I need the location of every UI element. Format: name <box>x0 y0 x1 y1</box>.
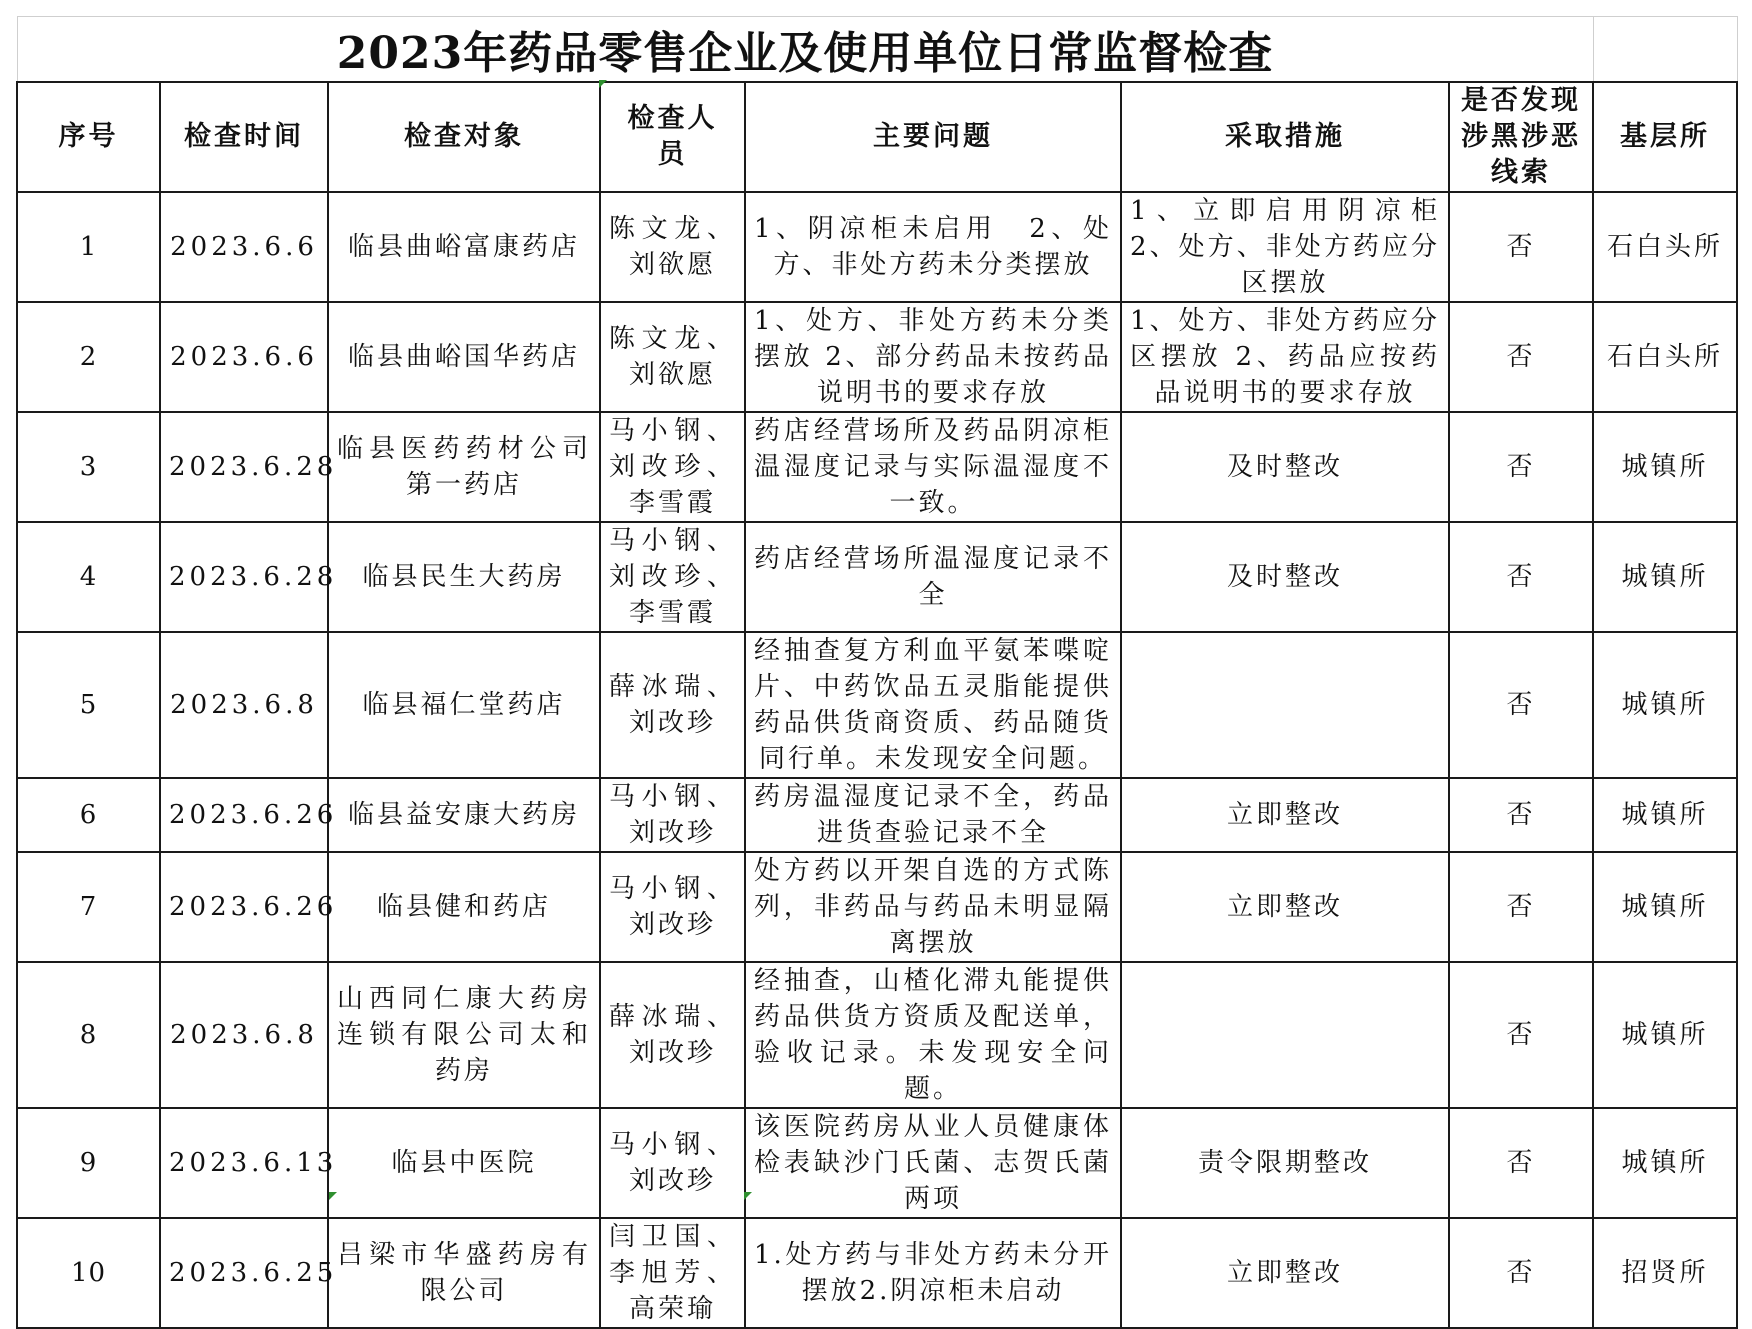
table-row <box>17 302 1737 412</box>
cell-idx: 3 <box>17 412 160 522</box>
cell-inspector: 薛冰瑞、刘改珍 <box>600 962 745 1108</box>
cell-idx: 4 <box>17 522 160 632</box>
table-row <box>17 412 1737 522</box>
cell-issue: 1.处方药与非处方药未分开摆放2.阴凉柜未启动 <box>745 1218 1121 1328</box>
cell-station: 石白头所 <box>1593 192 1737 302</box>
cell-idx: 7 <box>17 852 160 962</box>
table-row <box>17 192 1737 302</box>
cell-measure: 立即整改 <box>1121 852 1449 962</box>
cell-date: 2023.6.26 <box>160 778 328 852</box>
cell-gang: 否 <box>1449 1108 1593 1218</box>
cell-gang: 否 <box>1449 412 1593 522</box>
cell-measure: 及时整改 <box>1121 412 1449 522</box>
cell-date: 2023.6.6 <box>160 192 328 302</box>
cell-issue: 1、处方、非处方药未分类摆放 2、部分药品未按药品说明书的要求存放 <box>745 302 1121 412</box>
cell-inspector: 马小钢、刘改珍、李雪霞 <box>600 522 745 632</box>
cell-gang: 否 <box>1449 1218 1593 1328</box>
comment-marker <box>599 80 607 88</box>
header-station: 基层所 <box>1593 82 1737 192</box>
cell-inspector: 马小钢、刘改珍 <box>600 852 745 962</box>
title-row <box>17 17 1737 83</box>
cell-issue: 经抽查，山楂化滞丸能提供药品供货方资质及配送单，验收记录。未发现安全问题。 <box>745 962 1121 1108</box>
cell-target: 临县福仁堂药店 <box>328 632 600 778</box>
cell-inspector: 马小钢、刘改珍 <box>600 778 745 852</box>
cell-inspector: 马小钢、刘改珍 <box>600 1108 745 1218</box>
cell-target: 山西同仁康大药房连锁有限公司太和药房 <box>328 962 600 1108</box>
cell-date: 2023.6.8 <box>160 632 328 778</box>
table-row <box>17 852 1737 962</box>
cell-gang: 否 <box>1449 302 1593 412</box>
cell-date: 2023.6.28 <box>160 412 328 522</box>
cell-inspector: 陈文龙、刘欲愿 <box>600 302 745 412</box>
cell-date: 2023.6.6 <box>160 302 328 412</box>
table-row <box>17 1108 1737 1218</box>
header-gang: 是否发现涉黑涉恶线索 <box>1449 82 1593 192</box>
cell-inspector: 闫卫国、李旭芳、高荣瑜 <box>600 1218 745 1328</box>
cell-date: 2023.6.13 <box>160 1108 328 1218</box>
inspection-sheet <box>16 16 1736 1329</box>
cell-measure: 1、立即启用阴凉柜 2、处方、非处方药应分区摆放 <box>1121 192 1449 302</box>
cell-idx: 1 <box>17 192 160 302</box>
cell-date: 2023.6.25 <box>160 1218 328 1328</box>
inspection-table <box>16 16 1738 1329</box>
cell-gang: 否 <box>1449 522 1593 632</box>
cell-issue: 药房温湿度记录不全，药品进货查验记录不全 <box>745 778 1121 852</box>
cell-gang: 否 <box>1449 778 1593 852</box>
header-date: 检查时间 <box>160 82 328 192</box>
table-row <box>17 1218 1737 1328</box>
cell-station: 招贤所 <box>1593 1218 1737 1328</box>
cell-idx: 6 <box>17 778 160 852</box>
cell-target: 临县医药药材公司第一药店 <box>328 412 600 522</box>
cell-gang: 否 <box>1449 852 1593 962</box>
cell-issue: 药店经营场所温湿度记录不全 <box>745 522 1121 632</box>
cell-station: 城镇所 <box>1593 522 1737 632</box>
cell-inspector: 薛冰瑞、刘改珍 <box>600 632 745 778</box>
cell-date: 2023.6.8 <box>160 962 328 1108</box>
cell-issue: 该医院药房从业人员健康体检表缺沙门氏菌、志贺氏菌两项 <box>745 1108 1121 1218</box>
table-row <box>17 522 1737 632</box>
cell-inspector: 马小钢、刘改珍、李雪霞 <box>600 412 745 522</box>
table-body <box>17 192 1737 1328</box>
table-row <box>17 632 1737 778</box>
table-row <box>17 962 1737 1108</box>
cell-idx: 5 <box>17 632 160 778</box>
cell-target: 临县曲峪富康药店 <box>328 192 600 302</box>
cell-target: 临县健和药店 <box>328 852 600 962</box>
cell-issue: 处方药以开架自选的方式陈列，非药品与药品未明显隔离摆放 <box>745 852 1121 962</box>
cell-measure: 及时整改 <box>1121 522 1449 632</box>
cell-gang: 否 <box>1449 962 1593 1108</box>
cell-target: 临县民生大药房 <box>328 522 600 632</box>
cell-issue: 1、阴凉柜未启用 2、处方、非处方药未分类摆放 <box>745 192 1121 302</box>
cell-station: 石白头所 <box>1593 302 1737 412</box>
cell-measure: 责令限期整改 <box>1121 1108 1449 1218</box>
cell-issue: 经抽查复方利血平氨苯喋啶片、中药饮品五灵脂能提供药品供货商资质、药品随货同行单。未发现安全问题。 <box>745 632 1121 778</box>
cell-station: 城镇所 <box>1593 778 1737 852</box>
cell-measure: 1、处方、非处方药应分区摆放 2、药品应按药品说明书的要求存放 <box>1121 302 1449 412</box>
comment-marker <box>329 1192 337 1200</box>
cell-inspector: 陈文龙、刘欲愿 <box>600 192 745 302</box>
cell-gang: 否 <box>1449 632 1593 778</box>
cell-issue: 药店经营场所及药品阴凉柜温湿度记录与实际温湿度不一致。 <box>745 412 1121 522</box>
cell-measure: 立即整改 <box>1121 778 1449 852</box>
cell-date: 2023.6.28 <box>160 522 328 632</box>
header-issue: 主要问题 <box>745 82 1121 192</box>
cell-idx: 8 <box>17 962 160 1108</box>
cell-station: 城镇所 <box>1593 632 1737 778</box>
cell-target: 吕梁市华盛药房有限公司 <box>328 1218 600 1328</box>
table-row <box>17 778 1737 852</box>
cell-date: 2023.6.26 <box>160 852 328 962</box>
title-blank-cell <box>1593 17 1737 83</box>
cell-gang: 否 <box>1449 192 1593 302</box>
cell-idx: 2 <box>17 302 160 412</box>
cell-idx: 10 <box>17 1218 160 1328</box>
header-measure: 采取措施 <box>1121 82 1449 192</box>
cell-station: 城镇所 <box>1593 412 1737 522</box>
cell-station: 城镇所 <box>1593 852 1737 962</box>
cell-measure: 立即整改 <box>1121 1218 1449 1328</box>
header-row <box>17 82 1737 192</box>
page-title: 2023年药品零售企业及使用单位日常监督检查 <box>17 17 1593 83</box>
cell-measure <box>1121 632 1449 778</box>
header-inspector: 检查人员 <box>600 82 745 192</box>
cell-idx: 9 <box>17 1108 160 1218</box>
cell-station: 城镇所 <box>1593 1108 1737 1218</box>
cell-station: 城镇所 <box>1593 962 1737 1108</box>
header-target: 检查对象 <box>328 82 600 192</box>
cell-target: 临县曲峪国华药店 <box>328 302 600 412</box>
comment-marker <box>744 1192 752 1200</box>
header-idx: 序号 <box>17 82 160 192</box>
cell-target: 临县益安康大药房 <box>328 778 600 852</box>
cell-target: 临县中医院 <box>328 1108 600 1218</box>
cell-measure <box>1121 962 1449 1108</box>
